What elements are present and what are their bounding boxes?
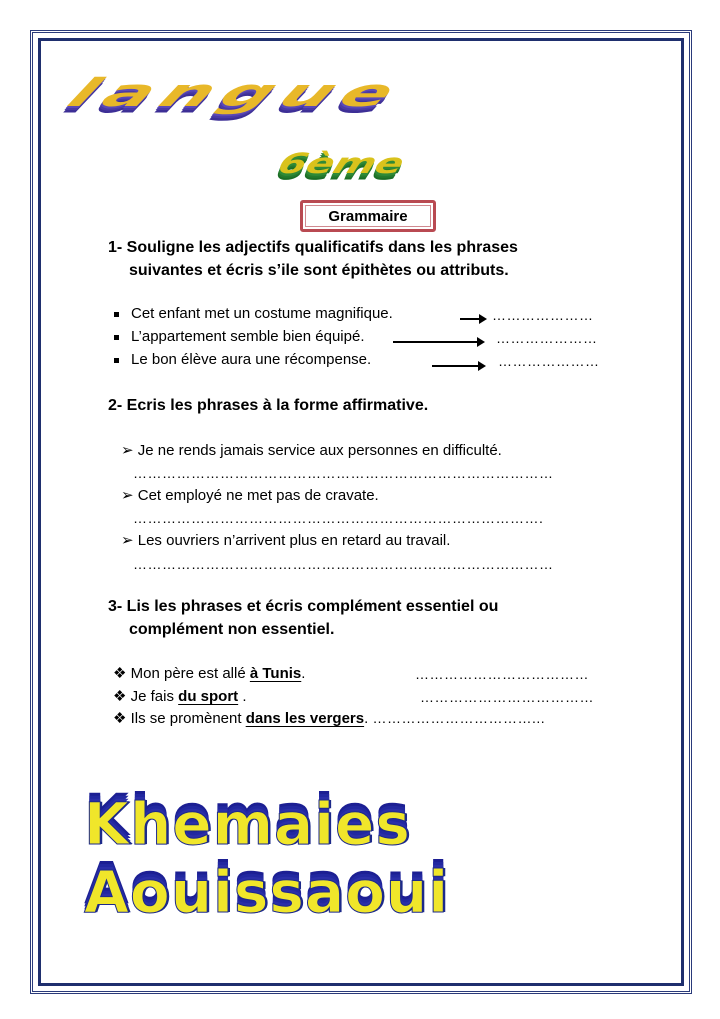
question-3-title bbox=[108, 595, 498, 641]
arrowhead-bullet-icon: ➢ bbox=[121, 487, 134, 504]
question-1-title-line2: suivantes et écris s’ile sont épithètes ou attributs. bbox=[129, 262, 509, 279]
q2-item-2 bbox=[121, 486, 379, 504]
q2-item-3-answer-line: …………………………………………………………………………… bbox=[133, 556, 554, 572]
q2-item-1-text: Je ne rends jamais service aux personnes en difficulté. bbox=[137, 442, 502, 459]
q2-item-1 bbox=[121, 441, 502, 459]
q3-item-2-underlined: du sport bbox=[178, 688, 239, 705]
author-signature-wordart: Khemaies Aouissaoui bbox=[84, 790, 450, 926]
page-title-wordart: langue bbox=[59, 70, 415, 116]
q1-item-2-answer-line: ………………… bbox=[496, 330, 598, 346]
diamond-bullet-icon: ❖ bbox=[113, 665, 127, 682]
q2-item-1-answer-line: …………………………………………………………………………… bbox=[133, 465, 554, 481]
q2-item-3 bbox=[121, 531, 450, 549]
q3-item-1-underlined: à Tunis bbox=[249, 665, 302, 682]
q2-item-3-text: Les ouvriers n’arrivent plus en retard au travail. bbox=[137, 532, 451, 549]
square-bullet-icon bbox=[114, 312, 119, 317]
q3-item-2 bbox=[113, 687, 247, 705]
arrowhead-bullet-icon: ➢ bbox=[121, 532, 134, 549]
q2-item-2-answer-line: …………………………………………………………………………. bbox=[133, 510, 544, 526]
q3-item-3-text: Ils se promènent bbox=[130, 710, 246, 727]
q1-item-1 bbox=[114, 305, 393, 322]
q3-item-1-answer-line: ……………………………… bbox=[415, 666, 589, 682]
square-bullet-icon bbox=[114, 335, 119, 340]
q3-item-3-answer-line: ……………………………... bbox=[372, 710, 546, 726]
diamond-bullet-icon: ❖ bbox=[113, 688, 127, 705]
q2-item-2-text: Cet employé ne met pas de cravate. bbox=[137, 487, 379, 504]
q3-item-1-punct: . bbox=[301, 665, 306, 682]
q1-item-3-answer-line: ………………… bbox=[498, 353, 600, 369]
question-1-title-line1: 1- Souligne les adjectifs qualificatifs dans les phrases bbox=[108, 239, 518, 256]
question-3-title-line1: 3- Lis les phrases et écris complément essentiel ou bbox=[108, 598, 499, 615]
arrow-right-icon bbox=[393, 341, 483, 343]
level-wordart: 6ème bbox=[273, 148, 409, 181]
q3-item-2-text: Je fais bbox=[130, 688, 179, 705]
q3-item-2-answer-line: ……………………………… bbox=[420, 689, 594, 705]
q1-item-1-answer-line: ………………… bbox=[492, 307, 594, 323]
arrowhead-bullet-icon: ➢ bbox=[121, 442, 134, 459]
q1-item-2-text: L’appartement semble bien équipé. bbox=[131, 328, 365, 345]
q3-item-2-punct: . bbox=[238, 688, 247, 705]
arrow-right-icon bbox=[460, 318, 485, 320]
section-badge: Grammaire bbox=[300, 200, 436, 232]
q3-item-1-text: Mon père est allé bbox=[130, 665, 250, 682]
q3-item-3-underlined: dans les vergers bbox=[245, 710, 365, 727]
square-bullet-icon bbox=[114, 358, 119, 363]
question-1-title bbox=[108, 236, 518, 282]
q1-item-1-text: Cet enfant met un costume magnifique. bbox=[131, 305, 393, 322]
q1-item-3-text: Le bon élève aura une récompense. bbox=[131, 351, 372, 368]
q1-item-3 bbox=[114, 351, 371, 368]
question-3-title-line2: complément non essentiel. bbox=[129, 621, 335, 638]
question-2-title: 2- Ecris les phrases à la forme affirmative. bbox=[108, 397, 429, 414]
arrow-right-icon bbox=[432, 365, 484, 367]
q3-item-1 bbox=[113, 664, 305, 682]
q3-item-3-punct: . bbox=[364, 710, 373, 727]
q3-item-3 bbox=[113, 709, 545, 727]
q1-item-2 bbox=[114, 328, 365, 345]
diamond-bullet-icon: ❖ bbox=[113, 710, 127, 727]
